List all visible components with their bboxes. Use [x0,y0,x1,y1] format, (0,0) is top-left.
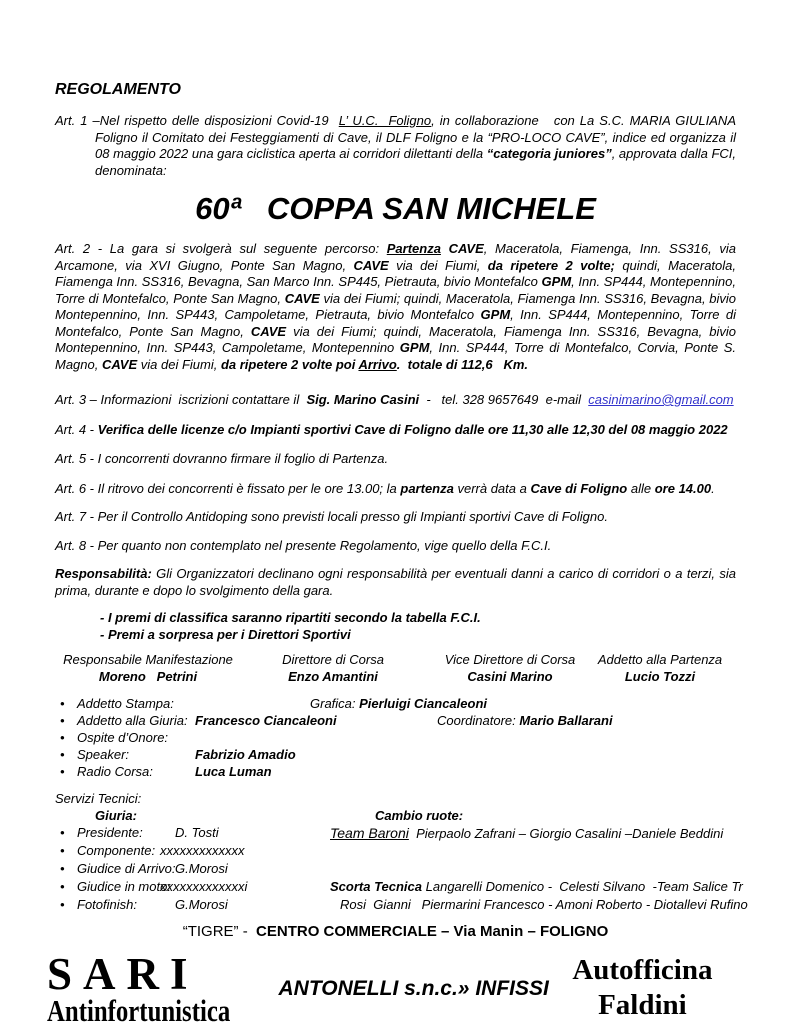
text-run [400,357,407,372]
art-1 [55,113,740,179]
text-run: Cambio ruote: [375,807,464,823]
text-run: Fotofinish: [77,896,137,912]
race-title: 60ª COPPA SAN MICHELE [195,191,596,226]
row-item [60,843,65,859]
email-link[interactable]: casinimarino@gmail.com [588,392,734,407]
row-item [77,764,153,780]
text-run: • [60,842,65,858]
giuria-giudice-moto [55,878,743,897]
text-run: Verifica delle licenze c/o Impianti sportivi Cave di Foligno dalle ore 11,30 alle 12,30 del 08 maggio 2022 [97,421,728,437]
text-run: da ripetere 2 volte; [487,257,615,273]
giuria-fotofinish [55,896,748,915]
text-run: Partenza [386,241,441,256]
officials [55,652,736,685]
row-item [160,879,247,895]
official-role: Addetto alla Partenza [597,652,723,667]
text-run: CAVE [284,290,320,306]
official-cell [241,652,425,685]
text-run: verrà data a [453,480,531,496]
sari-logo [47,948,279,1024]
text-run: GPM [399,340,430,355]
row-item [60,897,65,913]
text-run: • [60,730,65,745]
text-run: • [60,878,65,894]
text-run: G.Morosi [175,896,228,912]
text-run: Art. 8 - Per quanto non contemplato nel presente Regolamento, vige quello della F.C.I. [55,537,552,553]
row-item [375,808,463,824]
text-run: partenza [400,480,454,496]
staff-addetto-giuria [55,713,736,730]
art-4 [55,422,736,439]
giuria-cambio-header [55,808,736,825]
row-item [77,879,171,895]
official-name: Moreno Petrini [98,668,198,684]
art-2 [55,241,740,373]
art-3 [55,392,736,409]
text-run: “categoria juniores” [486,146,612,161]
giuria-giudice-arrivo [55,861,736,879]
staff-addetto-stampa [55,696,736,713]
giuria-presidente [55,825,736,843]
text-run: , Maceratola, Fiamenga, Inn. SS316, via Arcamone, via XVI Giugno, Ponte San Magno, [55,241,740,273]
staff-speaker [55,747,736,764]
row-item [195,713,337,729]
text-run: Arrivo [358,356,397,372]
text-run: via dei Fiumi, [388,257,488,273]
text-run: , approvata dalla FCI, denominata: [95,146,740,178]
giuria-componente [55,843,736,861]
servizi-tecnici-label [55,791,736,808]
row-item [77,897,137,913]
text-run: Giudice di Arrivo: [77,860,176,876]
text-run: , Inn. SP444, Torre di Montefalco, Corvia, Ponte S. Magno, [55,340,740,372]
row-item [175,897,228,913]
text-run: Art. 5 - I concorrenti dovranno firmare il foglio di Partenza. [55,451,389,466]
text-run: xxxxxxxxxxxxxi [160,878,248,894]
text-run: Giuria: [95,807,137,823]
team-baroni: Team Baroni [330,824,409,841]
text-run: Mario Ballarani [519,713,613,728]
text-run: CAVE [250,323,287,339]
text-run: G.Morosi [175,860,228,876]
text-run: Speaker: [77,747,130,762]
text-run: CAVE [101,356,138,372]
text-run: Rosi Gianni Piermarini Francesco - Amoni Roberto - Diotallevi Rufino [340,896,748,912]
text-run: Coordinatore: [437,713,520,728]
row-item [437,713,613,729]
text-run: alle [627,480,655,496]
responsabilita [55,566,747,599]
main-blocks [55,241,748,915]
text-run: Art. 7 - Per il Controllo Antidoping sono previsti locali presso gli Impianti sportivi Cave di Foligno. [55,509,608,524]
text-run: • [60,713,65,728]
text-run: via dei Fiumi; quindi, Maceratola, Fiamenga Inn. SS316, Bevagna, bivio Montepennino, Inn. SP443, Campoletame, Pietrauta, bivio Montefalco [55,290,740,322]
official-cell [595,652,725,685]
text-run: Langarelli Domenico - Celesti Silvano -Team Salice Tr [422,878,743,894]
art-5 [55,451,736,468]
text-run: , in collaborazione con La S.C. MARIA GIULIANA Foligno il Comitato dei Festeggiamenti di Cave, il DLF Foligno e la “PRO-LOCO CAVE”, indice ed organizza il 08 maggio 2022 una gara ciclistica aperta ai corridori dilettanti della [95,113,740,161]
text-run: D. Tosti [175,824,219,840]
row-item [77,825,143,841]
official-role: Responsabile Manifestazione [63,652,233,667]
sari-logo-word: SARI [47,948,199,999]
row-item [175,825,219,841]
text-run: xxxxxxxxxxxxx [160,842,245,858]
row-item [95,808,137,824]
uc-foligno: L’ U.C. Foligno [338,113,432,128]
text-run: Pierluigi Ciancaleoni [359,696,487,711]
faldini-logo [549,953,736,1023]
text-run: • [60,860,65,876]
text-run: • [60,747,65,762]
text-run: via dei Fiumi, [137,356,221,372]
text-run: Fabrizio Amadio [195,747,296,762]
row-item [160,843,245,859]
text-run: Grafica: [310,696,360,711]
staff-radio-corsa [55,764,736,781]
text-run: Sig. Marino Casini [306,392,420,407]
art-8 [55,538,736,555]
text-run: • [60,824,65,840]
row-item [175,861,228,877]
text-run: Cave di Foligno [530,480,628,496]
text-run: CAVE [353,257,389,273]
row-item [60,861,65,877]
text-run: • [60,896,65,912]
text-run: Presidente: [77,824,143,840]
official-role: Vice Direttore di Corsa [444,652,576,667]
text-run: Componente: [77,842,156,858]
official-name: Lucio Tozzi [624,668,696,684]
text-run: Addetto Stampa: [77,696,174,711]
text-run: - I premi di classifica saranno ripartiti secondo la tabella F.C.I. [100,610,481,625]
regolamento-heading: REGOLAMENTO [55,81,181,98]
sponsor-logos [47,948,736,1024]
text-run: . [396,356,401,372]
row-item [330,825,723,842]
art-6 [55,481,736,498]
text-run: Art. 2 - La gara si svolgerà sul seguente percorso: [55,241,387,256]
text-run: Pierpaolo Zafrani – Giorgio Casalini –Daniele Beddini [408,825,724,841]
row-item [77,696,174,712]
row-item [195,764,272,780]
text-run: ore 14.00 [654,480,712,496]
staff-ospite-onore [55,730,736,747]
text-run: Art. 4 - [55,421,98,437]
text-run: Servizi Tecnici: [55,791,142,806]
row-item [340,897,748,913]
sari-logo-subtitle: Antinfortunistica [47,992,231,1024]
premi-sorpresa [100,627,736,644]
row-item [60,879,65,895]
row-item [60,696,65,712]
text-run: Giudice in moto: [77,878,171,894]
text-run: Art. 6 - Il ritrovo dei concorrenti è fissato per le ore 13.00; la [55,480,401,496]
text-run: • [60,696,65,711]
intro-blocks [55,113,740,179]
row-item [60,713,65,729]
text-run: - Premi a sorpresa per i Direttori Sportivi [100,626,351,642]
sponsor-line [55,923,736,941]
row-item [60,730,65,746]
art-7 [55,509,736,526]
row-item [330,879,743,895]
faldini-logo-line2: Faldini [598,988,687,1021]
text-run: da ripetere 2 volte poi [220,356,359,372]
row-item [77,861,176,877]
text-run: via dei Fiumi; quindi, Maceratola, Fiamenga Inn. SS316, Bevagna, bivio Montepennino, Inn. SP443, Campoletame, Montepennino [55,323,740,355]
official-name: Enzo Amantini [288,668,378,684]
text-run: GPM [480,307,511,322]
text-run: quindi, Maceratola, Fiamenga Inn. SS316, Bevagna, San Marco Inn. SP445, Pietrauta, bivio Montefalco [55,257,740,289]
text-run: , Inn. SP444, Montepennino, Torre di Montefalco, Ponte San Magno, [55,307,740,339]
official-name: Casini Marino [467,668,553,684]
sponsor-line-main: CENTRO COMMERCIALE – Via Manin – FOLIGNO [256,922,609,940]
text-run: • [60,764,65,779]
row-item [60,747,65,763]
faldini-logo-line1: Autofficina [572,953,713,986]
official-cell [55,652,241,685]
text-run: Luca Luman [195,764,272,779]
antonelli-logo: ANTONELLI s.n.c.» INFISSI [278,976,549,1000]
text-run: Scorta Tecnica [330,878,423,894]
row-item [77,730,168,746]
row-item [77,843,155,859]
row-item [60,764,65,780]
text-run: totale di 112,6 Km. [407,356,529,372]
row-item [77,713,188,729]
row-item [60,825,65,841]
text-run: Ospite d’Onore: [77,730,169,745]
text-run: . [711,480,715,496]
text-run: GPM [541,274,572,289]
row-item [195,747,296,763]
text-run: Addetto alla Giuria: [77,713,188,728]
text-run: , Inn. SP444, Montepennino, Torre di Montefalco, Ponte San Magno, [55,274,740,306]
row-item [77,747,129,763]
row-item [310,696,487,712]
sponsor-line-prefix: “TIGRE” - [182,922,257,940]
text-run: Francesco Ciancaleoni [195,713,337,728]
text-run: Art. 3 – Informazioni iscrizioni contattare il [55,392,307,407]
text-run: Responsabilità: [55,566,152,581]
text-run: - tel. 328 9657649 e-mail [419,392,589,407]
official-cell [425,652,595,685]
text-run: Radio Corsa: [77,764,153,779]
text-run: CAVE [440,241,484,256]
official-role: Direttore di Corsa [282,652,384,667]
text-run: Art. 1 –Nel rispetto delle disposizioni Covid-19 [55,113,339,128]
premi-classifica [100,610,736,627]
text-run: Gli Organizzatori declinano ogni responsabilità per eventuali danni a carico di corridori o a terzi, sia prima, durante e dopo lo svolgimento della gara. [55,566,747,598]
